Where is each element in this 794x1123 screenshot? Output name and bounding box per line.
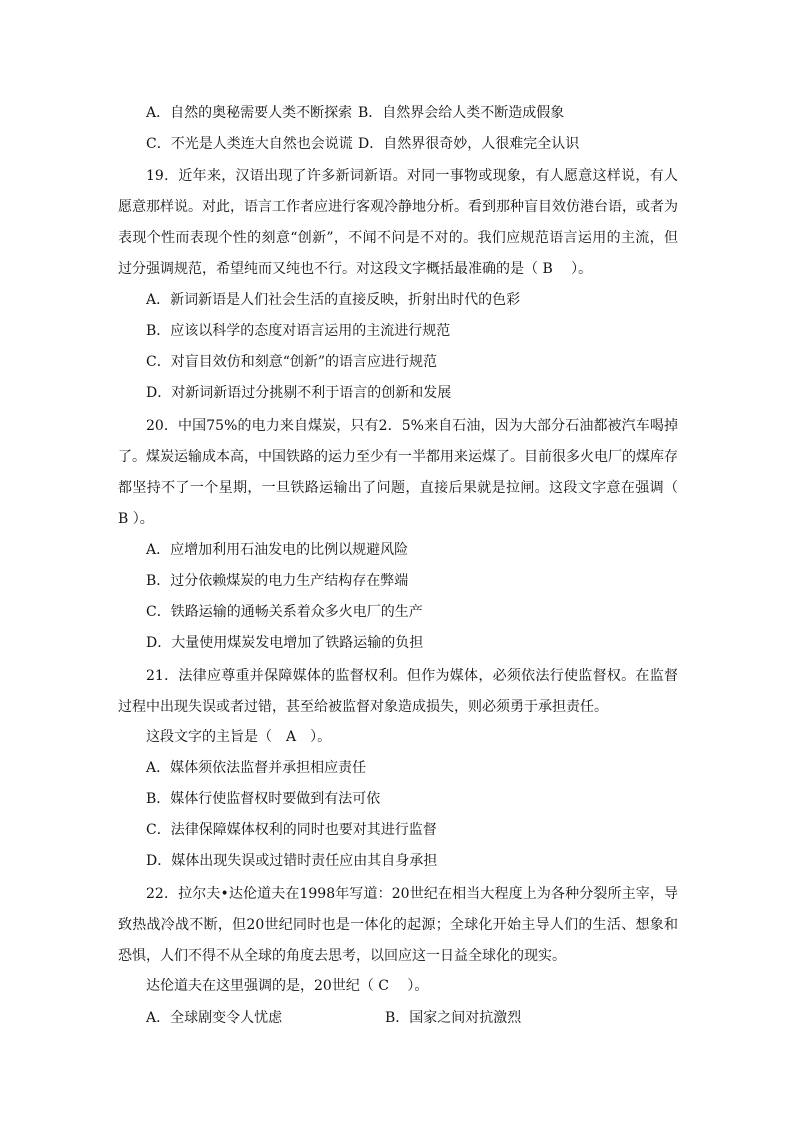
question-19-option-a: A．新词新语是人们社会生活的直接反映，折射出时代的色彩 bbox=[146, 292, 521, 308]
question-22-prompt: 达伦道夫在这里强调的是，20世纪（ C ）。 bbox=[146, 978, 429, 994]
question-22-stem: 22．拉尔夫•达伦道夫在1998年写道：20世纪在相当大程度上为各种分裂所主宰，导致热战冷战不断，但20世纪同时也是一体化的起源；全球化开始主导人们的生活、想象和恐惧，人们不得不从全球的角度去思考，以回应这一日益全球化的现实。 bbox=[118, 886, 678, 964]
option-d: D．自然界很奇妙，人很难完全认识 bbox=[358, 136, 580, 152]
question-21-option-b: B．媒体行使监督权时要做到有法可依 bbox=[146, 791, 381, 807]
question-21-prompt: 这段文字的主旨是（ A ）。 bbox=[146, 729, 332, 745]
option-c: C．不光是人类连大自然也会说谎 bbox=[146, 136, 353, 152]
question-21-option-a: A．媒体须依法监督并承担相应责任 bbox=[146, 760, 367, 776]
question-19-option-c: C．对盲目效仿和刻意“创新”的语言应进行规范 bbox=[146, 354, 438, 370]
question-20-option-c: C．铁路运输的通畅关系着众多火电厂的生产 bbox=[146, 604, 423, 620]
question-19-stem: 19．近年来，汉语出现了许多新词新语。对同一事物或现象，有人愿意这样说，有人愿意那样说。对此，语言工作者应进行客观冷静地分析。看到那种盲目效仿港台语，或者为表现个性而表现个性的刻意“创新”，不闻不问是不对的。我们应规范语言运用的主流，但过分强调规范，希望纯而又纯也不行。对这段文字概括最准确的是（ B ）。 bbox=[118, 168, 678, 277]
question-19-option-d: D．对新词新语过分挑剔不利于语言的创新和发展 bbox=[146, 385, 452, 401]
question-22-option-b: B．国家之间对抗激烈 bbox=[385, 1010, 522, 1026]
question-20-option-b: B．过分依赖煤炭的电力生产结构存在弊端 bbox=[146, 573, 409, 589]
question-22-option-a: A．全球剧变令人忧虑 bbox=[146, 1010, 283, 1026]
question-21-option-d: D．媒体出现失误或过错时责任应由其自身承担 bbox=[146, 853, 438, 869]
option-b: B．自然界会给人类不断造成假象 bbox=[358, 105, 565, 121]
question-20-option-a: A．应增加利用石油发电的比例以规避风险 bbox=[146, 542, 409, 558]
question-19-option-b: B．应该以科学的态度对语言运用的主流进行规范 bbox=[146, 323, 451, 339]
question-21-stem: 21．法律应尊重并保障媒体的监督权利。但作为媒体，必须依法行使监督权。在监督过程中出现失误或者过错，甚至给被监督对象造成损失，则必须勇于承担责任。 bbox=[118, 668, 678, 715]
question-21-option-c: C．法律保障媒体权利的同时也要对其进行监督 bbox=[146, 822, 437, 838]
question-20-option-d: D．大量使用煤炭发电增加了铁路运输的负担 bbox=[146, 635, 424, 651]
question-20-stem: 20．中国75%的电力来自煤炭，只有2．5%来自石油，因为大部分石油都被汽车喝掉了。煤炭运输成本高，中国铁路的运力至少有一半都用来运煤了。目前很多火电厂的煤库存都坚持不了一个星期，一旦铁路运输出了问题，直接后果就是拉闸。这段文字意在强调（ B ）。 bbox=[118, 418, 692, 527]
option-a: A．自然的奥秘需要人类不断探索 bbox=[146, 105, 353, 121]
